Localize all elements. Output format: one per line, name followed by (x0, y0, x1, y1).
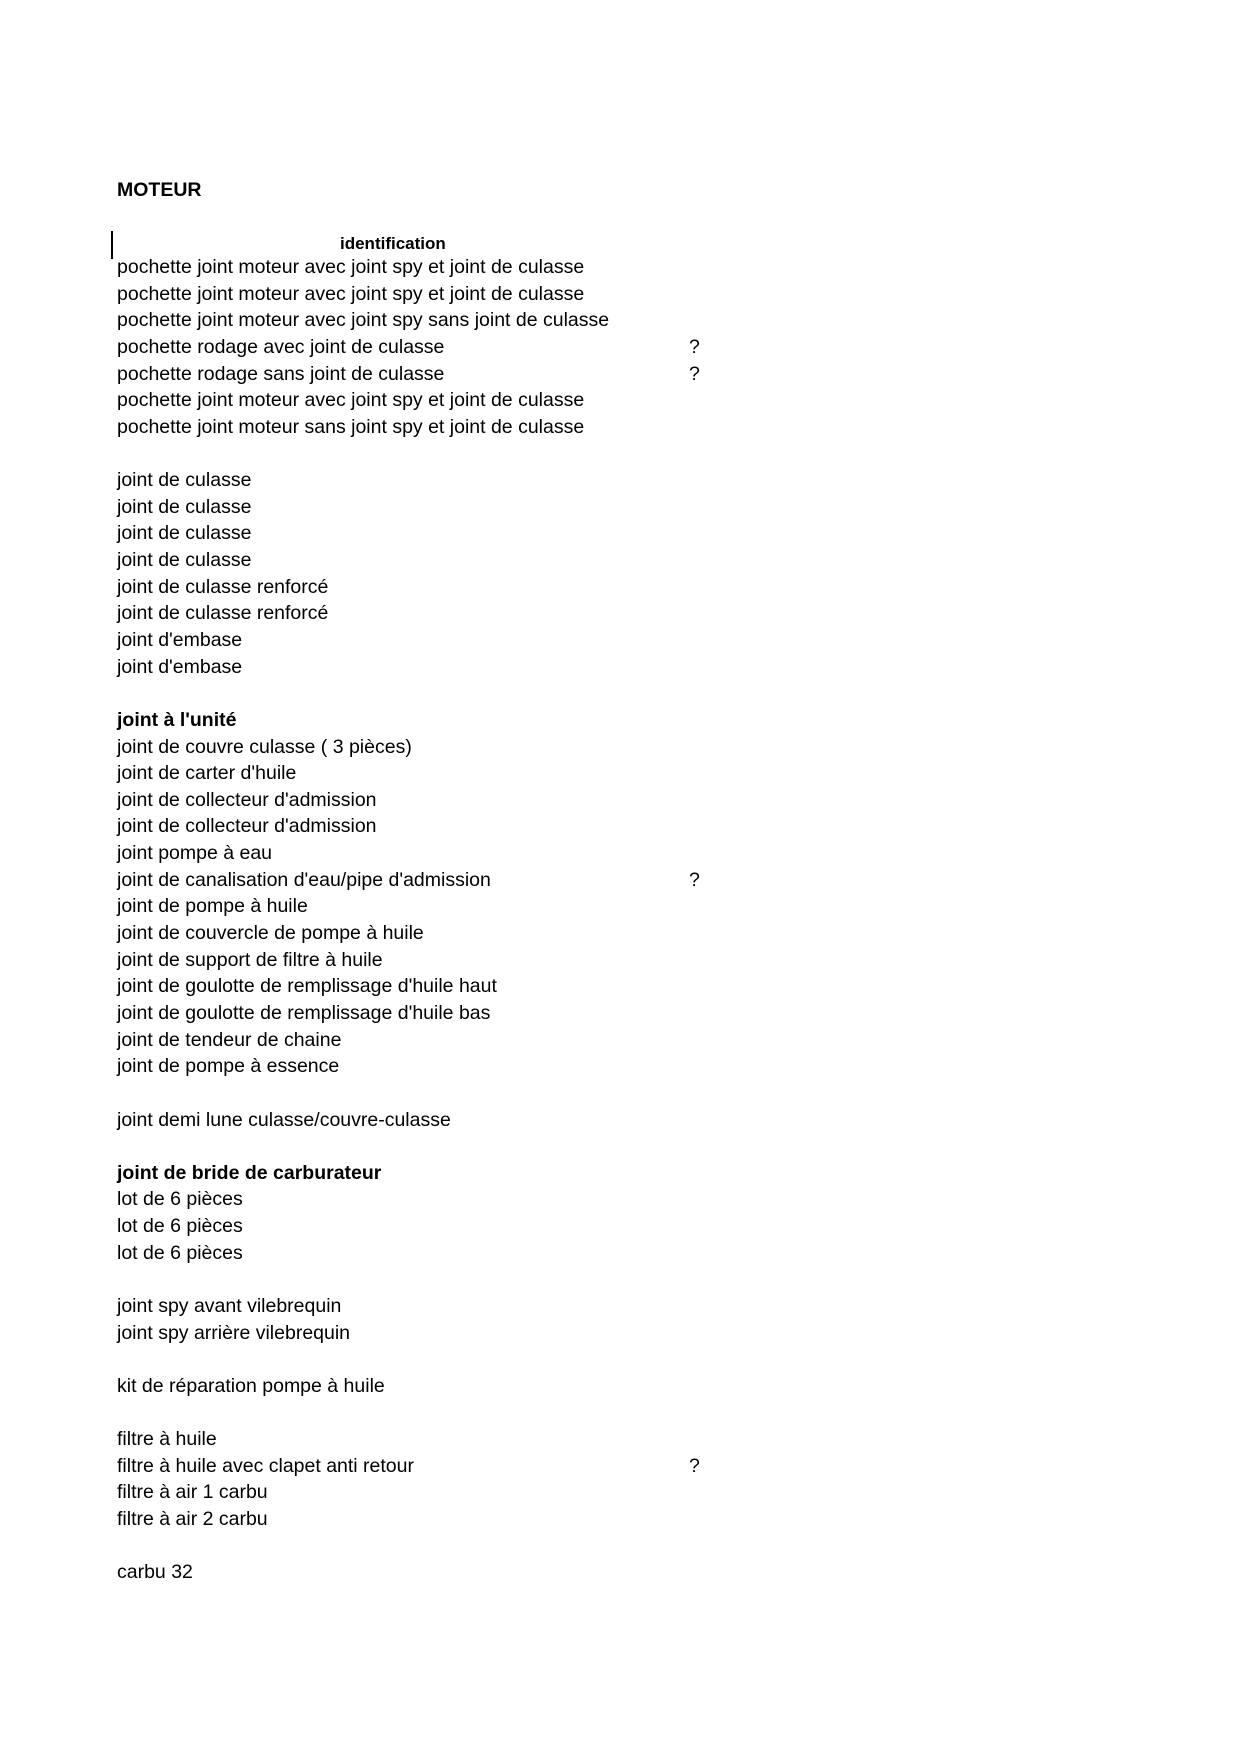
list-item (117, 600, 737, 627)
list-item (117, 494, 737, 521)
list-item (117, 1213, 737, 1240)
item-label: pochette rodage avec joint de culasse (117, 335, 445, 358)
item-label: joint demi lune culasse/couvre-culasse (117, 1108, 451, 1131)
list-item (117, 334, 737, 361)
list-item (117, 813, 737, 840)
list-item (117, 947, 737, 974)
list-item (117, 414, 737, 441)
item-label: joint d'embase (117, 655, 243, 678)
item-label: joint de pompe à essence (117, 1055, 340, 1078)
blank-row (117, 1346, 737, 1373)
list-item (117, 254, 737, 281)
item-label: joint de tendeur de chaine (117, 1028, 342, 1051)
list-item (117, 1186, 737, 1213)
item-label: pochette joint moteur avec joint spy et joint de culasse (117, 256, 585, 278)
item-label: joint de goulotte de remplissage d'huile haut (117, 975, 497, 998)
uncertain-mark: ? (689, 868, 700, 891)
list-item (117, 867, 737, 894)
list-item (117, 1107, 737, 1134)
list-item (117, 520, 737, 547)
item-label: joint de couvre culasse ( 3 pièces) (117, 735, 412, 758)
list-item (117, 627, 737, 654)
item-label: lot de 6 pièces (117, 1188, 243, 1211)
list-item (117, 574, 737, 601)
parts-list (117, 254, 737, 1586)
blank-row (117, 680, 737, 707)
list-item (117, 547, 737, 574)
section-heading (117, 1160, 737, 1187)
page-title: MOTEUR (117, 179, 202, 201)
item-label: joint de culasse (117, 495, 252, 518)
text-cursor[interactable] (111, 231, 113, 259)
item-label: pochette joint moteur avec joint spy et joint de culasse (117, 282, 585, 305)
blank-row (117, 1133, 737, 1160)
item-label: joint de collecteur d'admission (117, 788, 377, 811)
list-item (117, 973, 737, 1000)
blank-row (117, 1266, 737, 1293)
item-label: pochette joint moteur avec joint spy et joint de culasse (117, 389, 585, 412)
uncertain-mark: ? (689, 362, 700, 385)
item-label: carbu 32 (117, 1561, 193, 1584)
item-label: pochette rodage sans joint de culasse (117, 362, 445, 385)
list-item (117, 387, 737, 414)
list-item (117, 1240, 737, 1267)
item-label: filtre à huile avec clapet anti retour (117, 1454, 414, 1477)
item-label: joint de collecteur d'admission (117, 815, 377, 838)
item-label: joint de canalisation d'eau/pipe d'admission (117, 868, 491, 891)
item-label: joint de culasse renforcé (117, 575, 329, 598)
item-label: joint de culasse (117, 469, 252, 492)
column-header-identification: identification (340, 234, 446, 253)
list-item (117, 1027, 737, 1054)
item-label: joint d'embase (117, 628, 243, 651)
section-heading-label: joint à l'unité (117, 708, 237, 731)
item-label: kit de réparation pompe à huile (117, 1374, 385, 1397)
blank-row (117, 1080, 737, 1107)
blank-row (117, 440, 737, 467)
uncertain-mark: ? (689, 335, 700, 358)
item-label: joint de culasse (117, 522, 252, 545)
list-item (117, 1479, 737, 1506)
item-label: joint de couvercle de pompe à huile (117, 922, 424, 945)
list-item (117, 1559, 737, 1586)
item-label: joint de culasse (117, 549, 252, 572)
list-item (117, 787, 737, 814)
item-label: filtre à air 2 carbu (117, 1508, 268, 1531)
item-label: joint de support de filtre à huile (117, 948, 383, 971)
item-label: pochette joint moteur avec joint spy sans joint de culasse (117, 309, 610, 332)
list-item (117, 1000, 737, 1027)
blank-row (117, 1400, 737, 1427)
item-label: lot de 6 pièces (117, 1215, 243, 1238)
blank-row (117, 1533, 737, 1560)
list-item (117, 920, 737, 947)
item-label: joint de goulotte de remplissage d'huile bas (117, 1001, 491, 1024)
list-item (117, 893, 737, 920)
list-item (117, 1453, 737, 1480)
list-item (117, 840, 737, 867)
list-item (117, 760, 737, 787)
item-label: joint spy arrière vilebrequin (117, 1321, 351, 1344)
list-item (117, 1320, 737, 1347)
section-heading (117, 707, 737, 734)
list-item (117, 654, 737, 681)
item-label: joint de carter d'huile (117, 762, 297, 785)
list-item (117, 1506, 737, 1533)
item-label: lot de 6 pièces (117, 1241, 243, 1264)
item-label: joint spy avant vilebrequin (117, 1294, 342, 1317)
list-item (117, 1293, 737, 1320)
list-item (117, 1426, 737, 1453)
item-label: joint de pompe à huile (117, 895, 308, 918)
list-item (117, 467, 737, 494)
section-heading-label: joint de bride de carburateur (117, 1161, 382, 1184)
list-item (117, 361, 737, 388)
list-item (117, 1373, 737, 1400)
uncertain-mark: ? (689, 1454, 700, 1477)
item-label: joint pompe à eau (117, 842, 273, 865)
list-item (117, 734, 737, 761)
item-label: filtre à air 1 carbu (117, 1481, 268, 1504)
list-item (117, 1053, 737, 1080)
item-label: filtre à huile (117, 1428, 217, 1451)
item-label: joint de culasse renforcé (117, 602, 329, 625)
item-label: pochette joint moteur sans joint spy et joint de culasse (117, 415, 585, 438)
list-item (117, 307, 737, 334)
list-item (117, 281, 737, 308)
